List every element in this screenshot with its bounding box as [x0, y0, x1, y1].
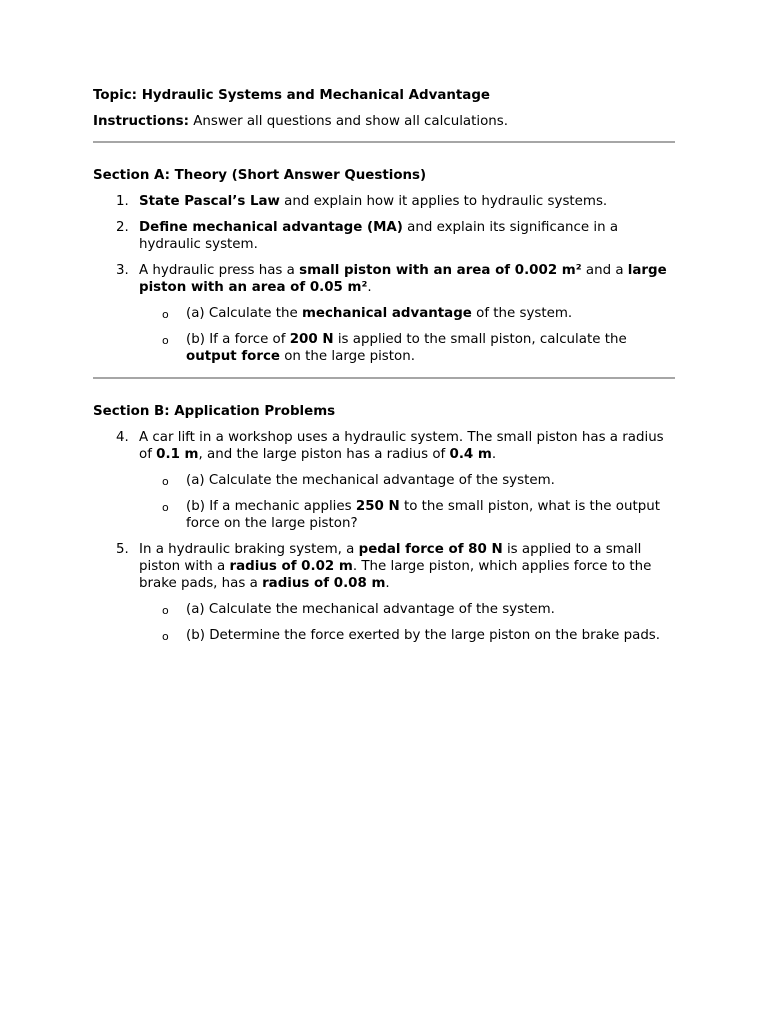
- q3-text-3: .: [367, 280, 372, 295]
- q5-subquestions: [139, 601, 675, 644]
- hollow-bullet-icon: o: [162, 501, 169, 514]
- question-1: [93, 193, 675, 210]
- q3a-bold: mechanical advantage: [301, 306, 472, 321]
- question-4: [93, 429, 675, 532]
- q5-text-2: is applied to a small piston with a: [139, 542, 642, 574]
- question-number: 4.: [116, 430, 129, 445]
- question-number: 3.: [116, 263, 129, 278]
- question-number: 2.: [116, 220, 129, 235]
- hollow-bullet-icon: o: [162, 604, 169, 617]
- q5-text-3: . The large piston, which applies force to the brake pads, has a: [139, 559, 652, 591]
- section-a-title-text: Section A: Theory (Short Answer Questions): [93, 168, 427, 183]
- divider: [93, 377, 675, 379]
- q3b-text-1: (b) If a force of: [186, 332, 290, 347]
- question-number: 1.: [116, 194, 129, 209]
- q4-text-2: , and the large piston has a radius of: [198, 447, 450, 462]
- hollow-bullet-icon: o: [162, 475, 169, 488]
- hollow-bullet-icon: o: [162, 334, 169, 347]
- q3-text-1: A hydraulic press has a: [139, 263, 300, 278]
- question-number: 5.: [116, 542, 129, 557]
- topic-text: Hydraulic Systems and Mechanical Advantage: [137, 88, 491, 103]
- section-a-questions: [93, 193, 675, 365]
- question-5: [93, 541, 675, 644]
- q4a-text: (a) Calculate the mechanical advantage of the system.: [186, 473, 555, 488]
- q4b-bold: 250 N: [355, 499, 400, 514]
- q5-bold-3: radius of 0.08 m: [262, 576, 386, 591]
- section-a-title: [93, 167, 675, 184]
- section-b-title-text: Section B: Application Problems: [93, 404, 336, 419]
- q1-text: and explain how it applies to hydraulic systems.: [279, 194, 608, 209]
- q3b-bold-1: 200 N: [289, 332, 334, 347]
- q3-part-a: [139, 305, 675, 322]
- q4-text-3: .: [491, 447, 497, 462]
- q4-bold-2: 0.4 m: [449, 447, 492, 462]
- q2-text: and explain its significance in a hydraulic system.: [139, 220, 619, 252]
- q3-text-2: and a: [581, 263, 628, 278]
- q4-bold-1: 0.1 m: [156, 447, 199, 462]
- q3-part-b: [139, 331, 675, 365]
- q5b-text: (b) Determine the force exerted by the large piston on the brake pads.: [186, 628, 661, 643]
- topic-line: [93, 87, 675, 104]
- q3-subquestions: [139, 305, 675, 365]
- q5-text-4: .: [385, 576, 390, 591]
- q4-part-b: [139, 498, 675, 532]
- q3-bold-1: small piston with an area of 0.002 m²: [299, 263, 582, 278]
- q4-text-1: A car lift in a workshop uses a hydraulic system. The small piston has a radius of: [139, 430, 664, 462]
- q3b-bold-2: output force: [186, 349, 280, 364]
- q4b-text-1: (b) If a mechanic applies: [186, 499, 356, 514]
- q1-bold: State Pascal’s Law: [139, 194, 280, 209]
- topic-label: Topic:: [93, 88, 138, 103]
- question-2: [93, 219, 675, 253]
- q5-part-a: [139, 601, 675, 618]
- q5a-text: (a) Calculate the mechanical advantage of the system.: [186, 602, 555, 617]
- q5-bold-1: pedal force of 80 N: [358, 542, 503, 557]
- q3-bold-2: large piston with an area of 0.05 m²: [139, 263, 667, 295]
- q3a-text-2: of the system.: [471, 306, 573, 321]
- q5-part-b: [139, 627, 675, 644]
- question-3: [93, 262, 675, 365]
- q4-part-a: [139, 472, 675, 489]
- q3a-text-1: (a) Calculate the: [186, 306, 302, 321]
- q5-bold-2: radius of 0.02 m: [229, 559, 353, 574]
- q4-subquestions: [139, 472, 675, 532]
- q4b-text-2: to the small piston, what is the output force on the large piston?: [186, 499, 660, 531]
- instructions-text: Answer all questions and show all calculations.: [189, 114, 508, 129]
- q5-text-1: In a hydraulic braking system, a: [139, 542, 359, 557]
- instructions-label: Instructions:: [93, 114, 190, 129]
- hollow-bullet-icon: o: [162, 308, 169, 321]
- divider: [93, 141, 675, 143]
- worksheet: [93, 87, 675, 653]
- q3b-text-3: on the large piston.: [279, 349, 415, 364]
- section-b-title: [93, 403, 675, 420]
- q3b-text-2: is applied to the small piston, calculate the: [333, 332, 627, 347]
- q2-bold: Define mechanical advantage (MA): [139, 220, 403, 235]
- instructions-line: [93, 113, 675, 130]
- section-b-questions: [93, 429, 675, 644]
- hollow-bullet-icon: o: [162, 630, 169, 643]
